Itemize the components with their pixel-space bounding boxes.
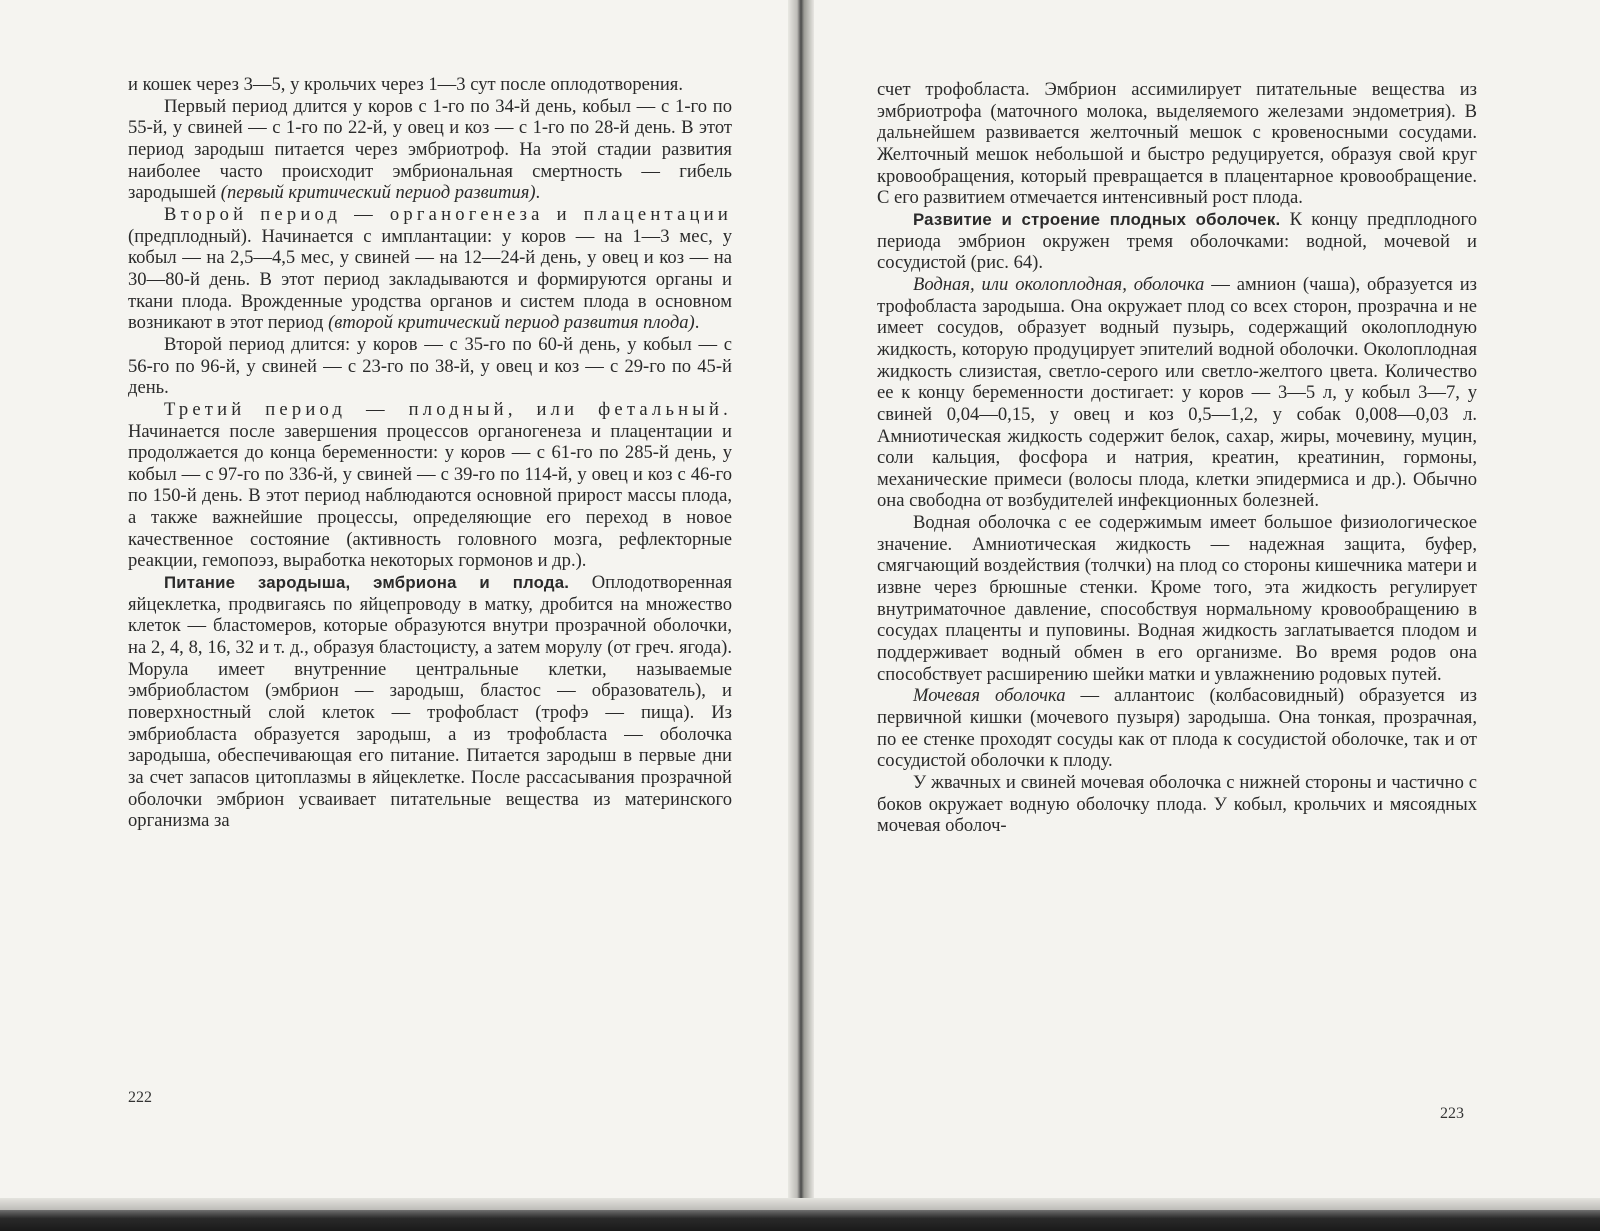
- italic-text: (второй критический период развития плода): [328, 312, 695, 334]
- italic-text: Водная, или околоплодная, оболочка: [913, 273, 1205, 295]
- body-text: К концу предплодного периода эмбрион окружен тремя оболочками: водной, мочевой и сосудистой (рис. 64).: [877, 208, 1477, 274]
- page-bottom-shadow: [0, 1198, 1600, 1210]
- body-text: Начинается после завершения процессов органогенеза и плацентации и продолжается до конца беременности: у коров — с 61-го по 285-й день, у кобыл — с 97-го по 336-й, у свиней — с 39-го по 114-й, у овец и коз с 46-го по 150-й день. В этот период наблюдаются основной прирост массы плода, а также важнейшие процессы, определяющие его переход в новое качественное состояние (активность головного мозга, рефлекторные реакции, гемопоэз, выработка некоторых гормонов и др.).: [128, 420, 732, 572]
- paragraph-p6: [128, 572, 732, 832]
- section-heading: Развитие и строение плодных оболочек.: [913, 209, 1281, 229]
- section-heading: Питание зародыша, эмбриона и плода.: [164, 573, 570, 593]
- spaced-term: Третий период — плодный, или фетальный.: [164, 398, 732, 420]
- italic-text: Мочевая оболочка: [913, 685, 1066, 707]
- body-text: Второй период длится: у коров — с 35-го по 60-й день, у кобыл — с 56-го по 96-й, у свиней — с 23-го по 38-й, у овец и коз — с 29-го по 45-й день.: [128, 333, 732, 399]
- left-page-number: 222: [128, 1089, 152, 1106]
- paragraph-q5: [877, 685, 1477, 772]
- body-text: и кошек через 3—5, у крольчих через 1—3 сут после оплодотворения.: [128, 74, 683, 95]
- body-text: .: [694, 312, 700, 334]
- body-text: — аллантоис (колбасовидный) образуется из первичной кишки (мочевого пузыря) зародыша. Она тонкая, прозрачная, по ее стенке проходят сосуды как от плода к сосудистой оболочке, так и от сосудистой оболочки к плоду.: [877, 685, 1477, 772]
- paragraph-p3: [128, 204, 732, 334]
- right-page-text: [877, 79, 1477, 837]
- body-text: .: [535, 182, 541, 204]
- body-text: У жвачных и свиней мочевая оболочка с нижней стороны и частично с боков окружает водную оболочку плода. У кобыл, крольчих и мясоядных мочевая оболоч-: [877, 772, 1477, 837]
- book-gutter: [788, 0, 814, 1231]
- left-page-text: [128, 74, 732, 832]
- paragraph-p4: [128, 334, 732, 399]
- body-text: Водная оболочка с ее содержимым имеет большое физиологическое значение. Амниотическая жидкость — надежная защита, буфер, смягчающий воздействия (толчки) на плод со стороны кишечника матери и извне через брюшные стенки. Кроме того, эта жидкость регулирует внутриматочное давление, способствуя нормальному кровообращению в сосудах плаценты и пуповины. Водная жидкость заглатывается плодом и поддерживает водный обмен в его организме. Во время родов она способствует расширению шейки матки и увлажнению родовых путей.: [877, 512, 1477, 685]
- paragraph-q2: [877, 209, 1477, 274]
- paragraph-q4: [877, 512, 1477, 685]
- scan-bottom-edge: [0, 1210, 1600, 1231]
- right-page-number: 223: [1440, 1105, 1464, 1122]
- body-text: Оплодотворенная яйцеклетка, продвигаясь по яйцепроводу в матку, дробится на множество клеток — бластомеров, которые образуются внутри прозрачной оболочки, на 2, 4, 8, 16, 32 и т. д., образуя бластоцисту, а затем морулу (от греч. ягода). Морула имеет внутренние центральные клетки, называемые эмбриобластом (эмбрион — зародыш, бластос — образователь), и поверхностный слой клеток — трофобласт (трофэ — пища). Из эмбриобласта образуется зародыш, а из трофобласта — оболочка зародыша, обеспечивающая его питание. Питается зародыш в первые дни за счет запасов цитоплазмы в яйцеклетке. После рассасывания прозрачной оболочки эмбрион усваивает питательные вещества из материнского организма за: [128, 572, 732, 832]
- body-text: Первый период длится у коров с 1-го по 34-й день, кобыл — с 1-го по 55-й, у свиней — с 1-го по 22-й, у овец и коз — с 1-го по 28-й день. В этот период зародыш питается через эмбриотроф. На этой стадии развития наиболее часто происходит эмбриональная смертность — гибель зародышей: [128, 95, 732, 204]
- right-page: [800, 0, 1600, 1231]
- spaced-term: Второй период — органогенеза и плацентации: [164, 203, 732, 225]
- paragraph-q6: [877, 772, 1477, 837]
- italic-text: (первый критический период развития): [220, 182, 536, 204]
- body-text: счет трофобласта. Эмбрион ассимилирует питательные вещества из эмбриотрофа (маточного молока, выделяемого железами эндометрия). В дальнейшем развивается желточный мешок с кровеносными сосудами. Желточный мешок небольшой и быстро редуцируется, образуя свой круг кровообращения, который превращается в плацентарное кровообращение. С его развитием отмечается интенсивный рост плода.: [877, 79, 1477, 209]
- paragraph-p2: [128, 96, 732, 204]
- body-text: (предплодный). Начинается с имплантации: у коров — на 1—3 мес, у кобыл — на 2,5—4,5 мес, у свиней — на 12—24-й день, у овец и коз — на 30—80-й день. В этот период закладываются и формируются органы и ткани плода. Врожденные уродства органов и систем плода в основном возникают в этот период: [128, 225, 732, 334]
- paragraph-q3: [877, 274, 1477, 512]
- body-text: — амнион (чаша), образуется из трофобласта зародыша. Она окружает плод со всех сторон, прозрачна и не имеет сосудов, образует водный пузырь, содержащий околоплодную жидкость, которую продуцирует эпителий водной оболочки. Околоплодная жидкость слизистая, светло-серого или светло-желтого цвета. Количество ее к концу беременности достигает: у коров — 3—5 л, у кобыл 3—7, у свиней 0,04—0,15, у овец и коз 0,5—1,2, у собак 0,008—0,03 л. Амниотическая жидкость содержит белок, сахар, жиры, мочевину, муцин, соли кальция, фосфора и натрия, креатин, креатинин, гормоны, механические примеси (волосы плода, клетки эпидермиса и др.). Обычно она свободна от возбудителей инфекционных болезней.: [877, 273, 1477, 512]
- paragraph-p5: [128, 399, 732, 572]
- paragraph-q1: [877, 79, 1477, 209]
- paragraph-p1: [128, 74, 732, 96]
